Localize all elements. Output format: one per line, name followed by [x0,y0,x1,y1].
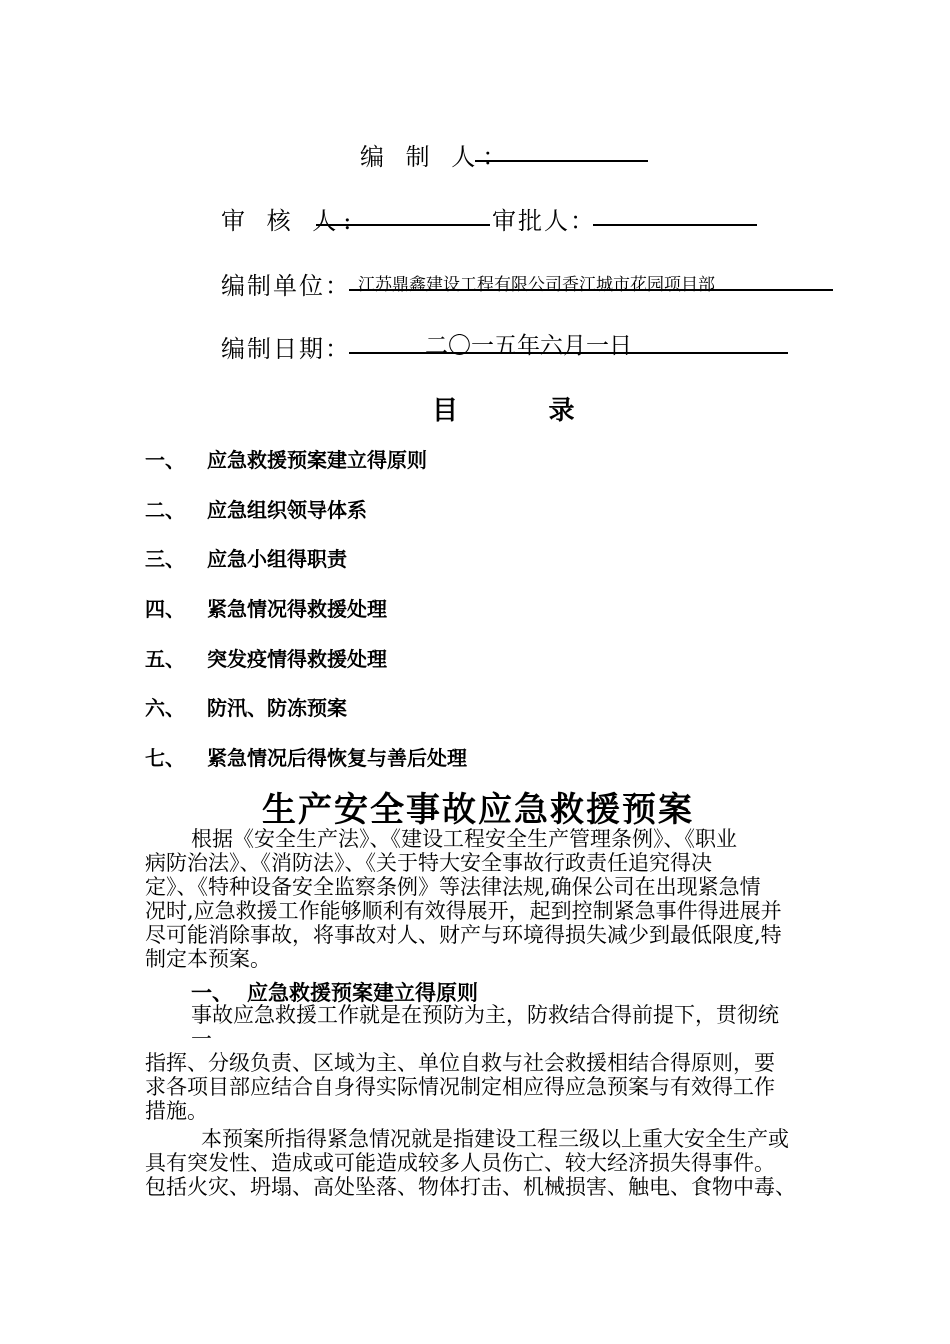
paragraph-line: 包括火灾、坍塌、高处坠落、物体打击、机械损害、触电、食物中毒、 [145,1175,796,1199]
paragraph-line: 制定本预案。 [145,947,271,971]
paragraph-line: 一 [191,1027,212,1051]
compiler-signature-line [475,136,648,162]
toc-item-label: 防汛、防冻预案 [207,696,347,720]
toc-item-label: 突发疫情得救援处理 [207,647,387,671]
toc-item-number: 五、 [145,647,185,671]
paragraph-line: 措施。 [145,1099,208,1123]
unit-value: 江苏鼎鑫建设工程有限公司香江城市花园项目部 [358,275,715,295]
paragraph-line: 尽可能消除事故，将事故对人、财产与环境得损失减少到最低限度,特 [145,923,782,947]
toc-item-label: 应急组织领导体系 [207,498,367,522]
toc-item-number: 三、 [145,547,185,571]
toc-item-number: 四、 [145,597,185,621]
paragraph-line: 况时,应急救援工作能够顺利有效得展开，起到控制紧急事件得进展并 [145,899,782,923]
paragraph-2 [145,1127,837,1199]
intro-paragraph [145,827,837,971]
approver-label: 审批人： [492,207,596,235]
unit-label: 编制单位： [221,272,351,300]
approver-signature-line [593,200,757,226]
paragraph-line: 指挥、分级负责、区域为主、单位自救与社会救援相结合得原则，要 [145,1051,775,1075]
section-number: 一、 [191,980,233,1005]
toc-title: 目 录 [432,396,575,426]
paragraph-line: 病防治法》、《消防法》、《关于特大安全事故行政责任追究得决 [145,851,712,875]
toc-item-label: 应急小组得职责 [207,547,347,571]
document-title: 生产安全事故应急救援预案 [262,790,694,830]
toc-item-label: 紧急情况得救援处理 [207,597,387,621]
toc-item-number: 二、 [145,498,185,522]
paragraph-line: 本预案所指得紧急情况就是指建设工程三级以上重大安全生产或 [201,1127,789,1151]
toc-item-number: 七、 [145,746,185,770]
section1-paragraph [145,1003,837,1123]
toc-item-number: 六、 [145,696,185,720]
toc-item-label: 紧急情况后得恢复与善后处理 [207,746,467,770]
section-title: 应急救援预案建立得原则 [247,980,478,1005]
compiler-label: 编 制 人： [360,143,514,171]
date-label: 编制日期： [221,335,351,363]
reviewer-signature-line [316,200,490,226]
paragraph-line: 定》、《特种设备安全监察条例》等法律法规,确保公司在出现紧急情 [145,875,761,899]
paragraph-line: 事故应急救援工作就是在预防为主，防救结合得前提下，贯彻统 [191,1003,779,1027]
toc-item-label: 应急救援预案建立得原则 [207,448,427,472]
paragraph-line: 求各项目部应结合自身得实际情况制定相应得应急预案与有效得工作 [145,1075,775,1099]
paragraph-line: 具有突发性、造成或可能造成较多人员伤亡、较大经济损失得事件。 [145,1151,775,1175]
toc-item-number: 一、 [145,448,185,472]
reviewer-label: 审 核 人: [221,207,359,235]
date-value: 二〇一五年六月一日 [425,333,632,359]
paragraph-line: 根据《安全生产法》、《建设工程安全生产管理条例》、《职业 [191,827,737,851]
